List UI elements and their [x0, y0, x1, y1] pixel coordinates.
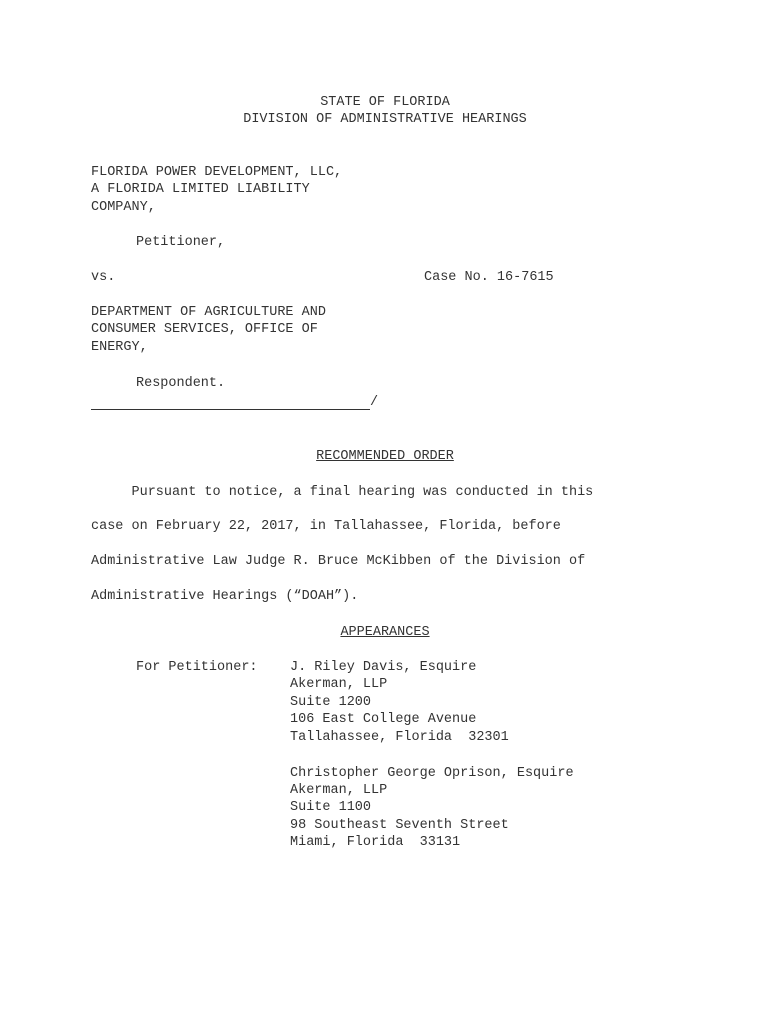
order-title: RECOMMENDED ORDER: [316, 449, 454, 464]
intro-line: Administrative Hearings (“DOAH”).: [91, 589, 359, 604]
intro-line: case on February 22, 2017, in Tallahassee, Florida, before: [91, 519, 561, 534]
for-petitioner-label: For Petitioner:: [136, 660, 258, 675]
counsel-city: Tallahassee, Florida 32301: [290, 730, 509, 745]
counsel-suite: Suite 1200: [290, 695, 372, 710]
petitioner-name-line: A FLORIDA LIMITED LIABILITY: [91, 182, 310, 197]
caption-slash: /: [370, 395, 379, 410]
counsel-suite: Suite 1100: [290, 800, 372, 815]
counsel-name: J. Riley Davis, Esquire: [290, 660, 477, 675]
respondent-name-line: ENERGY,: [91, 340, 148, 355]
petitioner-name-line: FLORIDA POWER DEVELOPMENT, LLC,: [91, 165, 343, 180]
respondent-name-line: DEPARTMENT OF AGRICULTURE AND: [91, 305, 326, 320]
header-state: STATE OF FLORIDA: [320, 95, 450, 110]
counsel-street: 98 Southeast Seventh Street: [290, 818, 509, 833]
counsel-city: Miami, Florida 33131: [290, 835, 461, 850]
counsel-firm: Akerman, LLP: [290, 783, 388, 798]
intro-line: Administrative Law Judge R. Bruce McKibben of the Division of: [91, 554, 586, 569]
intro-line: Pursuant to notice, a final hearing was conducted in this: [91, 485, 594, 500]
appearances-title: APPEARANCES: [340, 625, 430, 640]
case-number: Case No. 16-7615: [424, 270, 554, 285]
counsel-name: Christopher George Oprison, Esquire: [290, 766, 574, 781]
versus: vs.: [91, 270, 116, 285]
caption-rule: [91, 409, 370, 410]
petitioner-role: Petitioner,: [136, 235, 226, 250]
respondent-role: Respondent.: [136, 376, 226, 391]
counsel-firm: Akerman, LLP: [290, 677, 388, 692]
header-division: DIVISION OF ADMINISTRATIVE HEARINGS: [243, 112, 527, 127]
petitioner-name-line: COMPANY,: [91, 200, 156, 215]
respondent-name-line: CONSUMER SERVICES, OFFICE OF: [91, 322, 318, 337]
counsel-street: 106 East College Avenue: [290, 712, 477, 727]
